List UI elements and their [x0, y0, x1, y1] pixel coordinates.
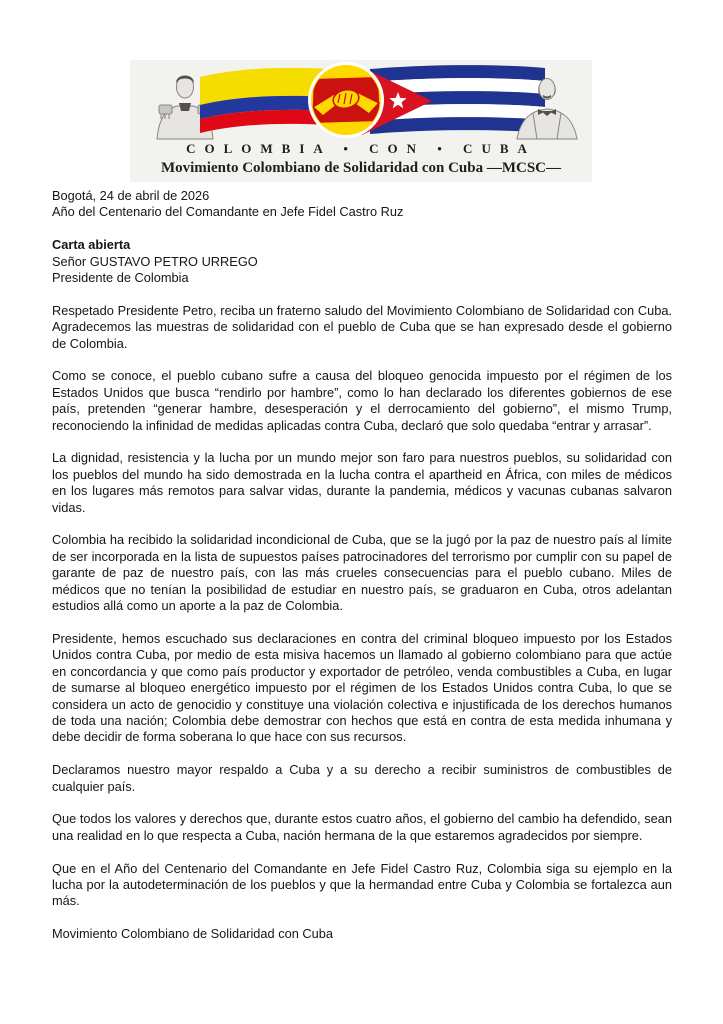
banner-title: COLOMBIA • CON • CUBA: [186, 141, 536, 156]
letter-body: [52, 188, 672, 943]
recipient-name: Señor GUSTAVO PETRO URREGO: [52, 253, 258, 269]
mcsc-logo-banner: [130, 60, 592, 182]
blank-line: [52, 221, 672, 237]
cuba-flag: [362, 65, 545, 135]
recipient-title: Presidente de Colombia: [52, 270, 189, 286]
banner-subtitle: Movimiento Colombiano de Solidaridad con Cuba —MCSC—: [160, 160, 562, 176]
paragraph-support: Declaramos nuestro mayor respaldo a Cuba y a su derecho a recibir suministros de combustibles de cualquier país.: [52, 762, 672, 794]
handshake-emblem-icon: [308, 62, 384, 138]
paragraph-fuel-appeal: Presidente, hemos escuchado sus declaraciones en contra del criminal bloqueo impuesto por los Estados Unidos contra Cuba, por medio de esta misiva hacemos un llamado al gobierno colombiano para que actúe en concordancia y que como país productor y exportador de petróleo, venda combustibles a Cuba, en lugar de sumarse al bloqueo energético impuesto por el régimen de los Estados Unidos contra Cuba, lo que se considera un acto de genocidio y constituye una violación colectiva e injustificada de los derechos humanos de toda una nación; Colombia debe demostrar con hechos que está en contra de esta medida inhumana y debe decidir de forma soberana lo que hace con sus recursos.: [52, 630, 672, 745]
paragraph-values: Que todos los valores y derechos que, durante estos cuatro años, el gobierno del cambio ha defendido, sean una realidad en lo que respecta a Cuba, nación hermana de la que estaremos agradecidos por siempre.: [52, 811, 672, 843]
signature-line: Movimiento Colombiano de Solidaridad con Cuba: [52, 926, 333, 942]
date-line: Bogotá, 24 de abril de 2026: [52, 188, 210, 203]
blank-line: [52, 286, 672, 302]
year-dedication-line: Año del Centenario del Comandante en Jefe Fidel Castro Ruz: [52, 204, 404, 220]
paragraph-greeting: Respetado Presidente Petro, reciba un fraterno saludo del Movimiento Colombiano de Solidaridad con Cuba. Agradecemos las muestras de solidaridad con el pueblo de Cuba que se han expresado desde el gobierno de Colombia.: [52, 302, 672, 351]
paragraph-blockade: Como se conoce, el pueblo cubano sufre a causa del bloqueo genocida impuesto por el régimen de los Estados Unidos que busca “rendirlo por hambre”, como lo han declarado los diferentes gobiernos de ese país, pretenden “generar hambre, desesperación y el derrocamiento del gobierno”, el mismo Trump, reconociendo la infinidad de medidas aplicadas contra Cuba, declaró que solo quedaba “entrar y arrasar”.: [52, 368, 672, 433]
paragraph-centenary: Que en el Año del Centenario del Comandante en Jefe Fidel Castro Ruz, Colombia siga su ejemplo en la lucha por la autodeterminación de los pueblos y que la hermandad entre Cuba y Colombia se fortalezca aun más.: [52, 860, 672, 909]
paragraph-solidarity: Colombia ha recibido la solidaridad incondicional de Cuba, que se la jugó por la paz de nuestro país al límite de ser incorporada en la lista de supuestos países patrocinadores del terrorismo por cumplir con su papel de garante de paz de nuestro país, con las más crueles consecuencias para el pueblo cubano. Miles de médicos que no tenían la posibilidad de estudiar en nuestro país, se graduaron en Cuba, otros adelantan estudios allá como un aporte a la paz de Colombia.: [52, 532, 672, 614]
document-title: Carta abierta: [52, 237, 131, 253]
flags-handshake-artwork: [130, 61, 592, 141]
paragraph-dignity: La dignidad, resistencia y la lucha por un mundo mejor son faro para nuestros pueblos, su solidaridad con los pueblos del mundo ha sido demostrada en la lucha contra el apartheid en África, con miles de médicos en los lugares más remotos para salvar vidas, durante la pandemia, médicos y vacunas cubanas salvaron vidas.: [52, 450, 672, 515]
